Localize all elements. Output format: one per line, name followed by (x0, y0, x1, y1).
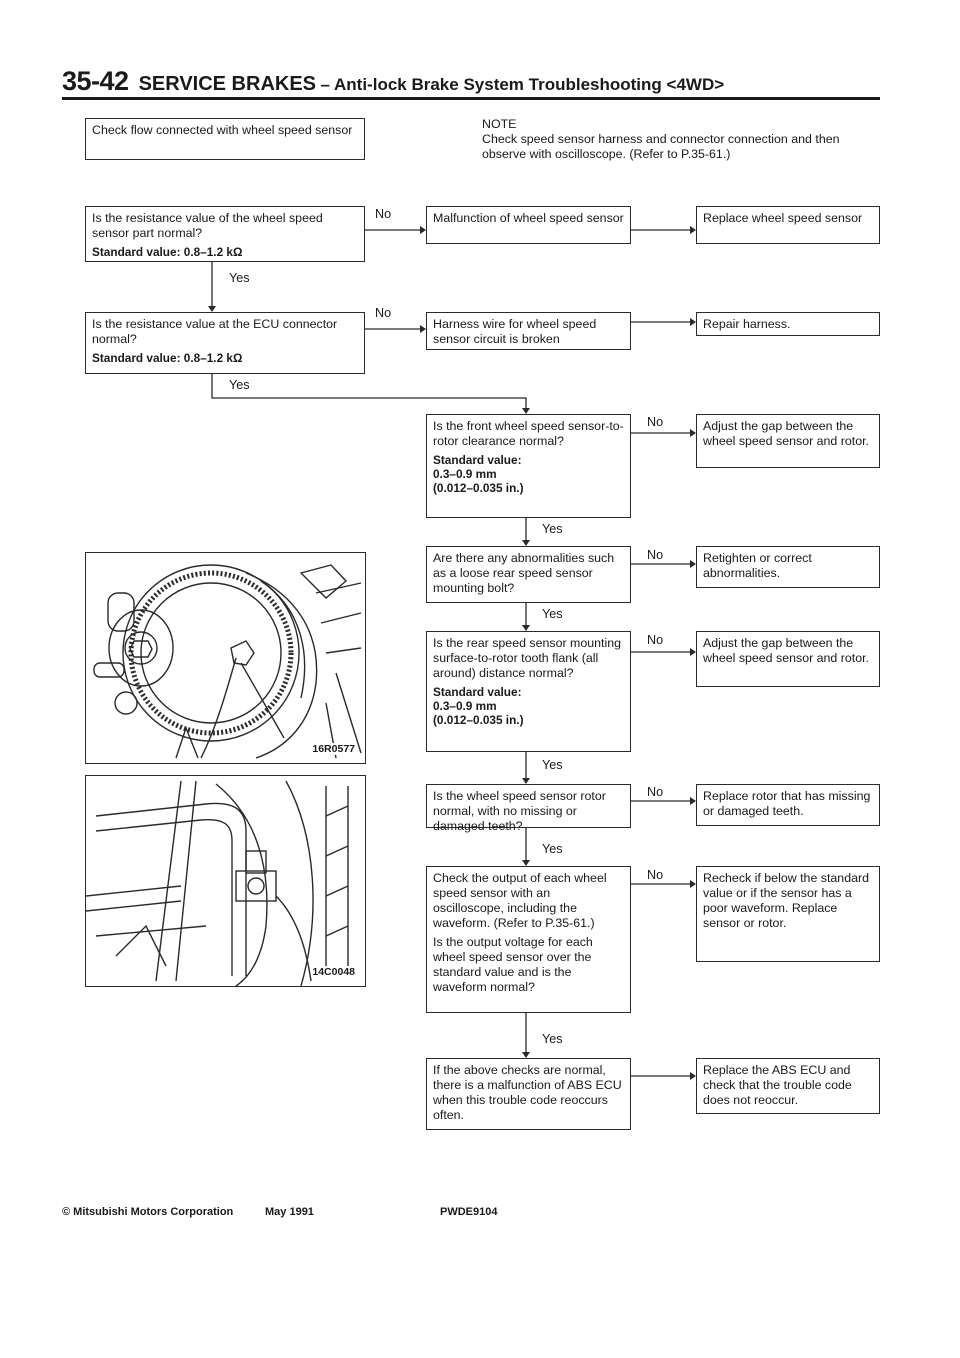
check-question: Is the resistance value at the ECU connector normal? (92, 317, 338, 346)
yes-label: Yes (542, 522, 563, 536)
intro-text: Check flow connected with wheel speed sensor (92, 123, 353, 137)
check-box-3 (426, 414, 631, 518)
diagnosis-box-2 (426, 312, 631, 350)
no-label: No (375, 306, 392, 320)
check-question-2: Is the output voltage for each wheel speed sensor over the standard value and is the waveform normal? (433, 935, 593, 994)
check-standard-in: (0.012–0.035 in.) (433, 713, 524, 727)
check-question: If the above checks are normal, there is a malfunction of ABS ECU when this trouble code reoccurs often. (433, 1063, 622, 1122)
action-text: Replace rotor that has missing or damaged teeth. (703, 789, 871, 818)
action-text: Replace wheel speed sensor (703, 211, 863, 225)
action-text: Replace the ABS ECU and check that the trouble code does not reoccur. (703, 1063, 852, 1107)
note-text: Check speed sensor harness and connector connection and then observe with oscilloscope. (Refer to P.35-61.) (482, 132, 840, 161)
check-question: Are there any abnormalities such as a loose rear speed sensor mounting bolt? (433, 551, 615, 595)
check-standard-label: Standard value: (433, 685, 522, 699)
action-box-4 (696, 546, 880, 588)
check-standard-mm: 0.3–0.9 mm (433, 699, 497, 713)
yes-label: Yes (542, 758, 563, 772)
footer-code: PWDE9104 (440, 1206, 498, 1218)
section-title: SERVICE BRAKES (138, 73, 317, 95)
check-box-4 (426, 546, 631, 603)
action-text: Retighten or correct abnormalities. (703, 551, 812, 580)
no-label: No (647, 633, 664, 647)
check-standard: Standard value: 0.8–1.2 kΩ (92, 245, 243, 259)
check-question: Is the wheel speed sensor rotor normal, with no missing or damaged teeth? (433, 789, 606, 833)
page-number: 35-42 (62, 66, 129, 96)
figure-code: 16R0577 (312, 743, 355, 755)
diagnosis-text: Harness wire for wheel speed sensor circuit is broken (433, 317, 597, 346)
check-standard-label: Standard value: (433, 453, 522, 467)
intro-box (85, 118, 365, 160)
check-box-2 (85, 312, 365, 374)
action-box-2 (696, 312, 880, 336)
action-text: Repair harness. (703, 317, 791, 331)
check-box-8 (426, 1058, 631, 1130)
no-label: No (647, 548, 664, 562)
check-standard-mm: 0.3–0.9 mm (433, 467, 497, 481)
no-label: No (647, 785, 664, 799)
check-box-7 (426, 866, 631, 1013)
section-subtitle: – Anti-lock Brake System Troubleshooting <4WD> (320, 75, 725, 94)
check-box-6 (426, 784, 631, 833)
check-question: Is the front wheel speed sensor-to-rotor clearance normal? (433, 419, 624, 448)
action-box-5 (696, 631, 880, 687)
action-text: Adjust the gap between the wheel speed sensor and rotor. (703, 636, 870, 665)
check-standard-in: (0.012–0.035 in.) (433, 481, 524, 495)
figure-code: 14C0048 (312, 966, 355, 978)
check-question: Check the output of each wheel speed sensor with an oscilloscope, including the waveform. (Refer to P.35-61.) (433, 871, 607, 930)
action-text: Adjust the gap between the wheel speed sensor and rotor. (703, 419, 870, 448)
note-block (482, 117, 882, 162)
check-box-5 (426, 631, 631, 752)
footer-copyright: © Mitsubishi Motors Corporation (62, 1206, 234, 1218)
action-box-6 (696, 784, 880, 826)
footer-date: May 1991 (265, 1206, 314, 1218)
diagnosis-box-1 (426, 206, 631, 244)
no-label: No (647, 415, 664, 429)
note-label: NOTE (482, 117, 517, 131)
no-label: No (375, 207, 392, 221)
yes-label: Yes (229, 378, 250, 392)
check-standard: Standard value: 0.8–1.2 kΩ (92, 351, 243, 365)
yes-label: Yes (229, 271, 250, 285)
yes-label: Yes (542, 842, 563, 856)
check-question: Is the resistance value of the wheel speed sensor part normal? (92, 211, 323, 240)
yes-label: Yes (542, 607, 563, 621)
no-label: No (647, 868, 664, 882)
action-box-3 (696, 414, 880, 468)
action-box-7 (696, 866, 880, 962)
action-box-8 (696, 1058, 880, 1114)
action-box-1 (696, 206, 880, 244)
diagnosis-text: Malfunction of wheel speed sensor (433, 211, 624, 225)
rear-wheel-speed-sensor-illustration (85, 775, 366, 987)
front-wheel-speed-sensor-illustration (85, 552, 366, 764)
yes-label: Yes (542, 1032, 563, 1046)
action-text: Recheck if below the standard value or if the sensor has a poor waveform. Replace sensor or rotor. (703, 871, 869, 930)
check-question: Is the rear speed sensor mounting surface-to-rotor tooth flank (all around) distance normal? (433, 636, 622, 680)
check-box-1 (85, 206, 365, 262)
